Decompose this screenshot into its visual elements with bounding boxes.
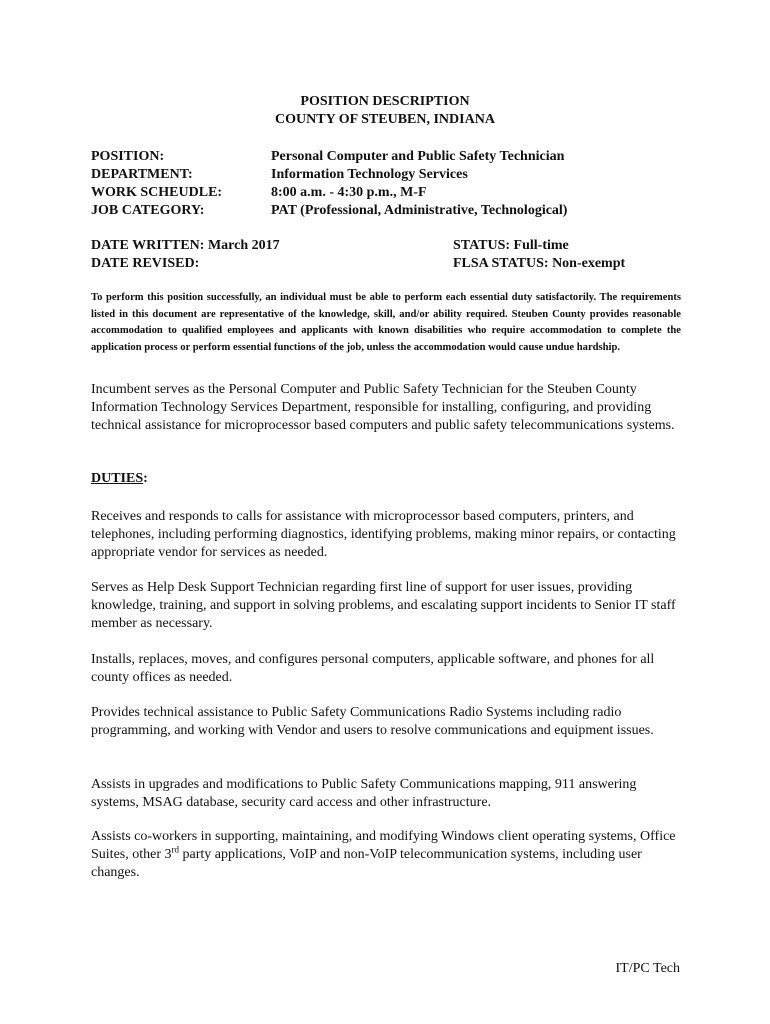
duty-item: Serves as Help Desk Support Technician regarding first line of support for user issues, providing knowledge, training, and support in solving problems, and escalating support incidents to Senior IT staff member as necessary. [91,580,676,631]
status: STATUS: Full-time [453,238,569,253]
date-status-block [91,237,671,273]
accommodation-notice: To perform this position successfully, an individual must be able to perform each essential duty satisfactorily. The requirements listed in this document are representative of the knowledge, skill, and/or ability required. Steuben County provides reasonable accommodation to qualified employees and applicants with known disabilities who require accommodation to complete the application process or perform essential functions of the job, unless the accommodation would cause undue hardship. [91,292,681,353]
intro-paragraph: Incumbent serves as the Personal Computer and Public Safety Technician for the Steuben County Information Technology Services Department, responsible for installing, configuring, and providing technical assistance for microprocessor based computers and public safety telecommunications systems. [91,382,675,433]
page-footer: IT/PC Tech [615,961,680,976]
doc-subtitle: COUNTY OF STEUBEN, INDIANA [275,112,495,127]
duty-text-before: Assists co-workers in supporting, maintaining, and modifying Windows client operating systems, Office Suites, other 3 [91,829,676,862]
field-label: POSITION: [91,149,165,164]
duty-item [91,828,681,882]
field-value: PAT (Professional, Administrative, Technological) [271,203,568,218]
duty-text-after: party applications, VoIP and non-VoIP telecommunication systems, including user changes. [91,847,642,880]
date-row-2 [91,255,671,273]
field-department [91,166,567,184]
field-work-schedule [91,184,567,202]
date-row-1 [91,237,671,255]
field-label: WORK SCHEUDLE: [91,185,223,200]
header-fields [91,148,567,220]
duty-item: Provides technical assistance to Public Safety Communications Radio Systems including radio programming, and working with Vendor and users to resolve communications and equipment issues. [91,705,654,738]
doc-title: POSITION DESCRIPTION [300,94,470,109]
duty-superscript: rd [171,844,179,855]
flsa-status: FLSA STATUS: Non-exempt [453,256,626,271]
field-position [91,148,567,166]
field-value: Personal Computer and Public Safety Technician [271,149,565,164]
field-value: 8:00 a.m. - 4:30 p.m., M-F [271,185,427,200]
duty-item: Installs, replaces, moves, and configures personal computers, applicable software, and phones for all county offices as needed. [91,652,655,685]
duty-item: Receives and responds to calls for assistance with microprocessor based computers, printers, and telephones, including performing diagnostics, identifying problems, making minor repairs, or contacting appropriate vendor for services as needed. [91,509,676,560]
duties-heading-text: DUTIES [91,471,144,486]
duties-heading-colon: : [143,471,148,486]
field-value: Information Technology Services [271,167,468,182]
duties-heading [91,471,148,487]
date-written: DATE WRITTEN: March 2017 [91,238,280,253]
field-label: JOB CATEGORY: [91,203,205,218]
field-label: DEPARTMENT: [91,167,193,182]
date-revised: DATE REVISED: [91,256,200,271]
field-job-category [91,202,567,220]
duty-item: Assists in upgrades and modifications to Public Safety Communications mapping, 911 answering systems, MSAG database, security card access and other infrastructure. [91,777,637,810]
